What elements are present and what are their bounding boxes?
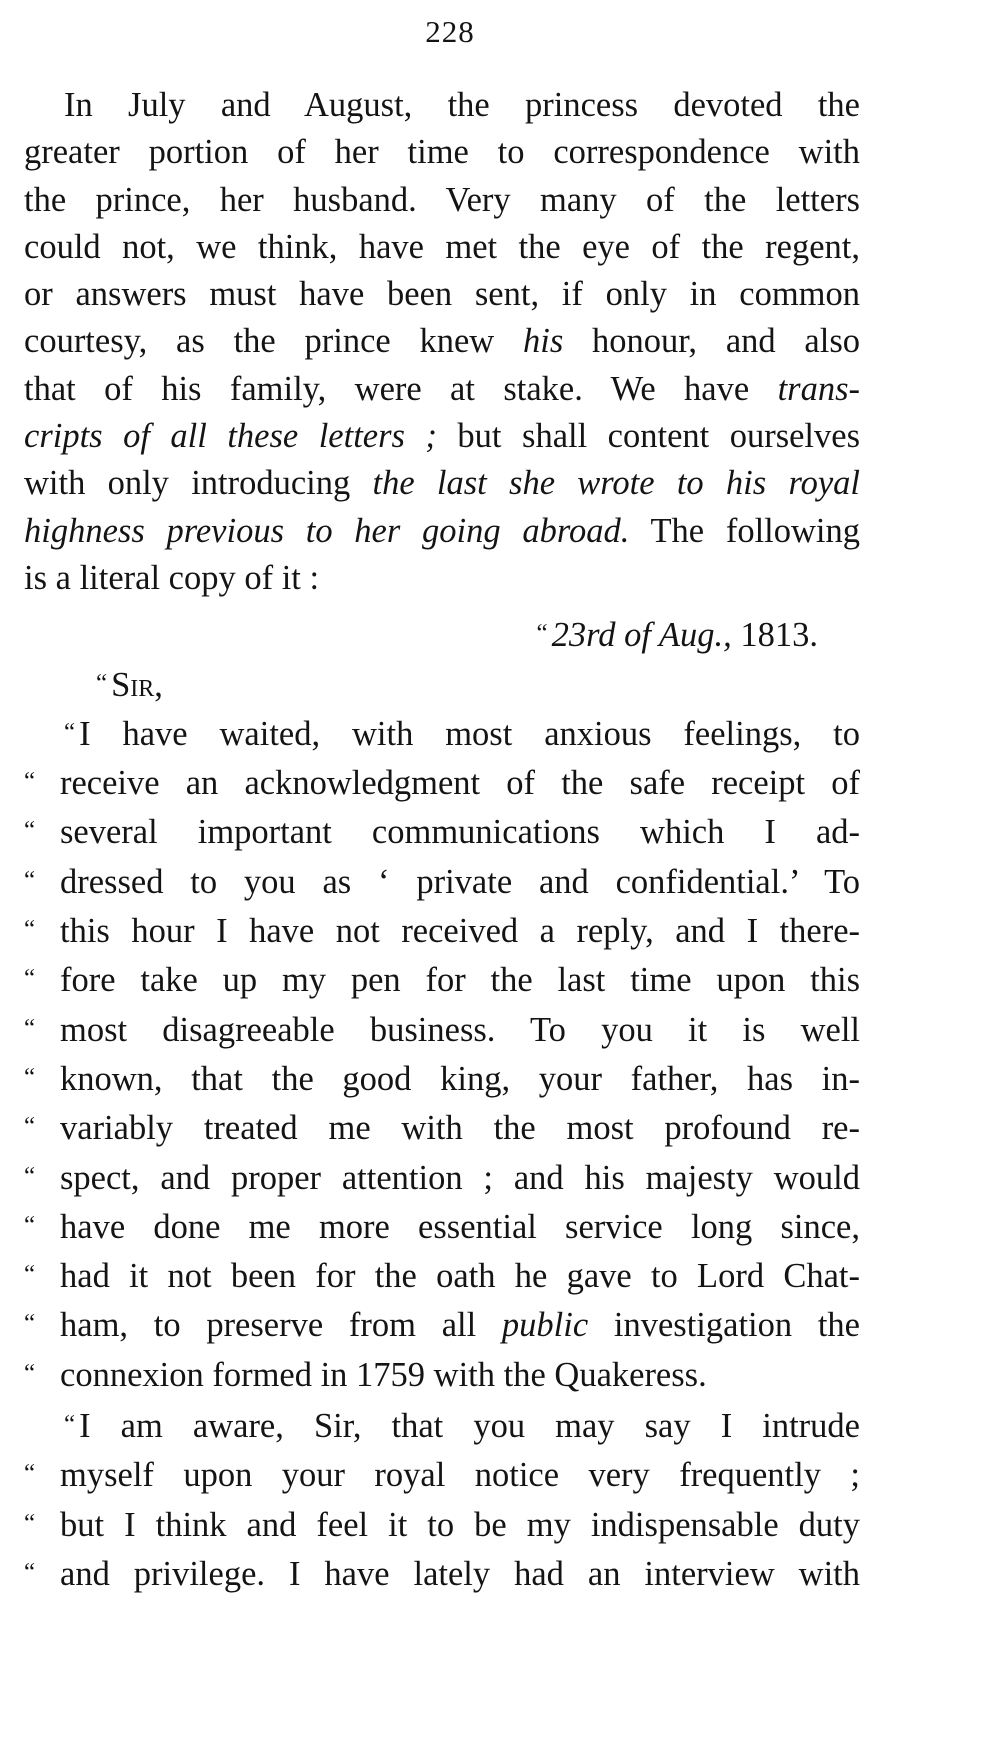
- text-line: [24, 508, 860, 555]
- text-line: [24, 177, 860, 224]
- italic-span: 23rd of Aug.,: [551, 616, 732, 655]
- quote-mark: “: [24, 768, 36, 796]
- italic-span: cripts of all these letters ;: [24, 417, 437, 456]
- text-span: In July and August, the princess devoted the: [64, 86, 860, 124]
- text-span: connexion formed in 1759 with the Quakeress.: [60, 1355, 707, 1394]
- text-span: 1813.: [731, 616, 818, 655]
- salutation-text: Sir,: [111, 665, 163, 704]
- text-span: had it not been for the oath he gave to Lord Chat-: [60, 1257, 860, 1296]
- text-line: [24, 366, 860, 413]
- text-span: is a literal copy of it :: [24, 558, 320, 597]
- quote-mark: “: [24, 1460, 36, 1488]
- italic-span: his: [523, 322, 564, 361]
- text-line: [24, 318, 860, 365]
- text-span: could not, we think, have met the eye of the regent,: [24, 227, 860, 266]
- text-span: dressed to you as ‘ private and confidential.’ To: [60, 862, 860, 901]
- quote-mark: “: [24, 866, 36, 894]
- text-span: or answers must have been sent, if only in common: [24, 275, 860, 314]
- page-number: 228: [425, 14, 475, 49]
- text-line: [24, 460, 860, 507]
- letter-line: [24, 906, 860, 955]
- letter-line: [24, 1300, 860, 1349]
- text-span: honour, and also: [563, 322, 860, 361]
- quote-mark: “: [24, 1014, 36, 1042]
- text-span: this hour I have not received a reply, and I there-: [60, 912, 860, 951]
- quote-mark: “: [24, 1211, 36, 1239]
- letter-line: [24, 955, 860, 1004]
- letter-line: [24, 1450, 860, 1499]
- quote-mark: “: [96, 669, 108, 697]
- letter-line: [24, 857, 860, 906]
- quote-mark: “: [24, 1162, 36, 1190]
- text-span: several important communications which I ad-: [60, 813, 860, 852]
- text-span: known, that the good king, your father, has in-: [60, 1059, 860, 1098]
- letter-line: [24, 1549, 860, 1598]
- letter-line: [24, 1251, 860, 1300]
- letter-line: [24, 709, 860, 758]
- italic-span: the last she wrote to his royal: [372, 464, 860, 503]
- italic-span: public: [501, 1306, 589, 1345]
- quote-mark: “: [24, 1558, 36, 1586]
- text-span: but I think and feel it to be my indispensable duty: [60, 1505, 860, 1544]
- quote-mark: “: [24, 916, 36, 944]
- text-span: myself upon your royal notice very frequently ;: [60, 1456, 860, 1495]
- text-span: I have waited, with most anxious feelings, to: [79, 714, 860, 753]
- text-span: but shall content ourselves: [436, 417, 861, 456]
- text-span: receive an acknowledgment of the safe receipt of: [60, 764, 860, 803]
- text-span: spect, and proper attention ; and his majesty would: [60, 1158, 860, 1197]
- quote-mark: “: [24, 817, 36, 845]
- quote-mark: “: [24, 1509, 36, 1537]
- letter-line: [24, 1500, 860, 1549]
- text-line: [24, 413, 860, 460]
- letter-line: [24, 1350, 860, 1399]
- letter-date: [24, 610, 860, 659]
- letter-salutation: [24, 660, 860, 709]
- text-line: [24, 129, 860, 176]
- text-span: ham, to preserve from all: [60, 1306, 502, 1345]
- text-line: [24, 555, 860, 602]
- text-span: The following: [629, 511, 860, 550]
- quote-mark: “: [24, 1063, 36, 1091]
- text-span: investigation the: [588, 1306, 860, 1345]
- text-span: with only introducing: [24, 464, 373, 503]
- text-span: and privilege. I have lately had an interview with: [60, 1554, 860, 1593]
- text-span: greater portion of her time to correspondence with: [24, 133, 860, 172]
- letter-line: [24, 758, 860, 807]
- quote-mark: “: [64, 1411, 76, 1439]
- text-span: fore take up my pen for the last time upon this: [60, 961, 860, 1000]
- text-span: the prince, her husband. Very many of the letters: [24, 180, 860, 219]
- letter-line: [24, 1103, 860, 1152]
- text-line: [24, 82, 860, 129]
- letter-line: [24, 807, 860, 856]
- text-span: most disagreeable business. To you it is well: [60, 1010, 860, 1049]
- text-span: that of his family, were at stake. We have: [24, 369, 778, 408]
- text-span: have done me more essential service long since,: [60, 1207, 860, 1246]
- letter-line: [24, 1005, 860, 1054]
- quote-mark: “: [536, 620, 548, 648]
- quote-mark: “: [64, 718, 76, 746]
- quote-mark: “: [24, 1310, 36, 1338]
- text-span: courtesy, as the prince knew: [24, 322, 523, 361]
- text-span: variably treated me with the most profound re-: [60, 1109, 860, 1148]
- quote-mark: “: [24, 1359, 36, 1387]
- letter-line: [24, 1153, 860, 1202]
- italic-span: highness previous to her going abroad.: [24, 511, 630, 550]
- text-line: [24, 271, 860, 318]
- italic-span: trans-: [777, 369, 860, 408]
- body-text: [24, 82, 860, 1598]
- letter-line: [24, 1054, 860, 1103]
- letter-line: [24, 1401, 860, 1450]
- text-span: I am aware, Sir, that you may say I intrude: [79, 1407, 860, 1446]
- quote-mark: “: [24, 965, 36, 993]
- text-line: [24, 224, 860, 271]
- quote-mark: “: [24, 1113, 36, 1141]
- quote-mark: “: [24, 1261, 36, 1289]
- letter-line: [24, 1202, 860, 1251]
